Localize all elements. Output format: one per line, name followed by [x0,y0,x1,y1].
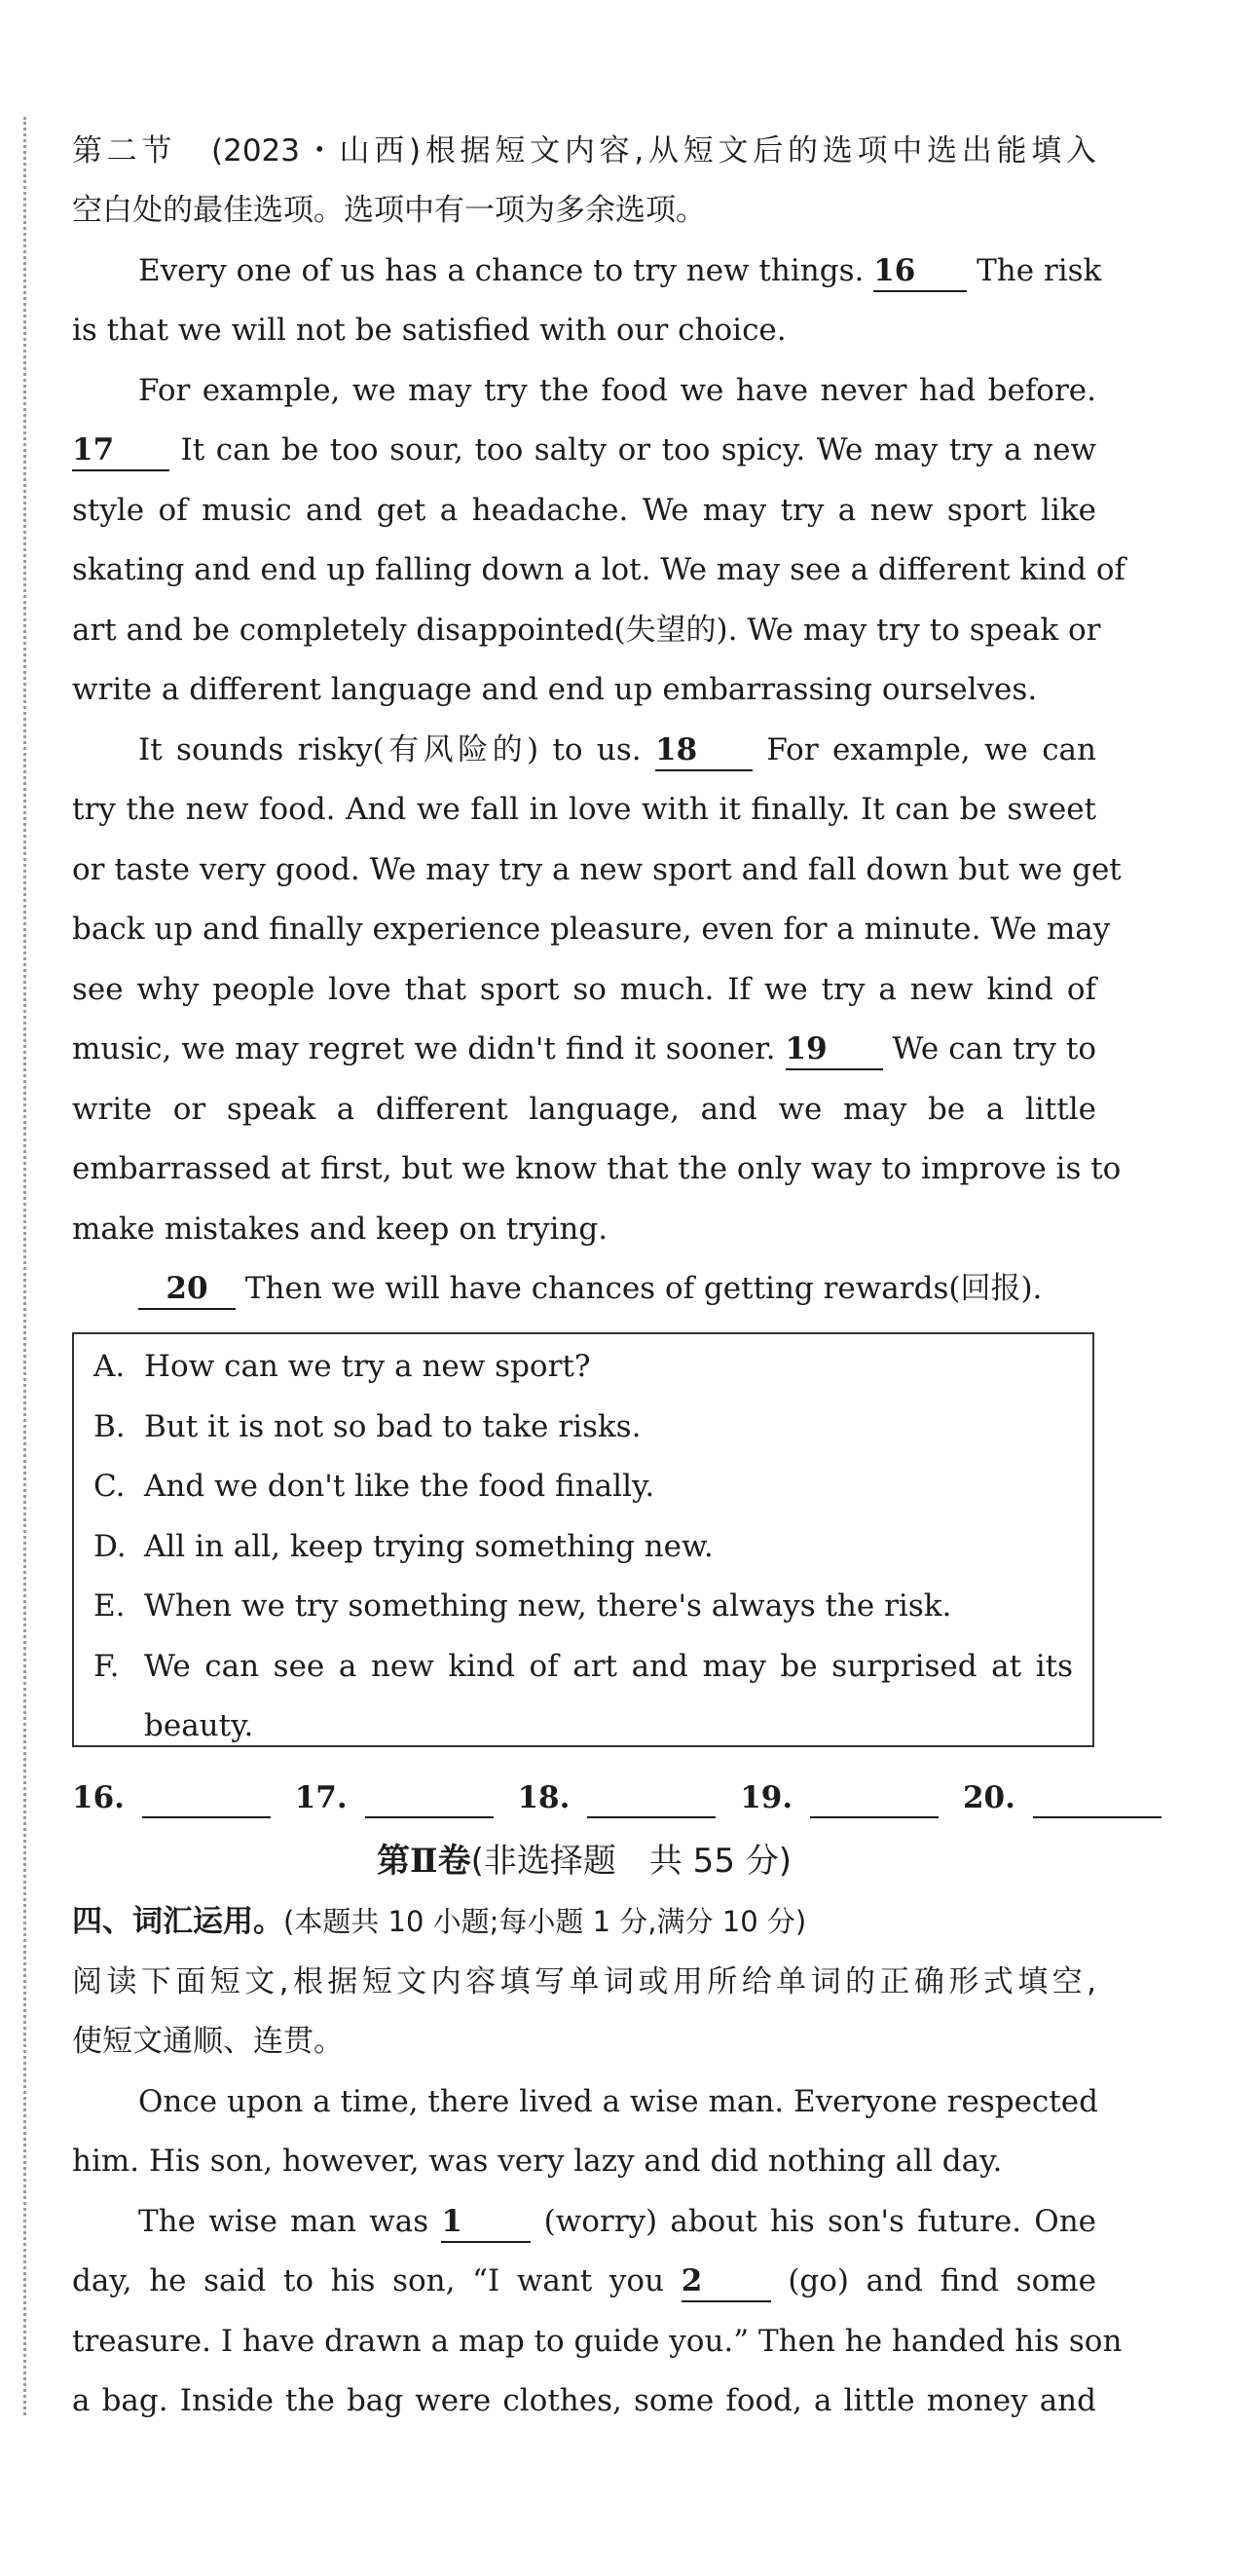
passage1-text: The risk [977,253,1102,288]
section4-heading [72,1891,1096,1952]
section4-instruction-line1: 阅读下面短文,根据短文内容填写单词或用所给单词的正确形式填空, [72,1964,1096,1999]
passage2-line [72,2191,1096,2252]
blank-1[interactable]: 1 [441,2202,531,2243]
passage2-text: The wise man was [138,2204,429,2239]
blank-17[interactable]: 17 [72,430,169,471]
answer-field-20[interactable] [1033,1781,1162,1818]
passage1-text: We can try to [892,1031,1096,1066]
section2-heading-line1: 第二节 (2023・山西)根据短文内容,从短文后的选项中选出能填入 [72,133,1096,168]
passage1-line [72,720,1096,780]
option-letter: C. [93,1469,126,1504]
option-text: And we don't like the food finally. [144,1469,655,1504]
passage1-text: It sounds risky(有风险的) to us. [138,732,642,767]
option-letter: A. [93,1349,126,1384]
answer-label-17: 17. [294,1780,348,1815]
answer-field-19[interactable] [810,1781,939,1818]
option-letter: D. [93,1529,127,1564]
passage1-line [72,1019,1096,1079]
passage1-line: skating and end up falling down a lot. We may see a different kind of [72,552,1125,587]
option-text: But it is not so bad to take risks. [144,1409,642,1444]
section4-instruction-line2: 使短文通顺、连贯。 [72,2024,344,2059]
passage1-text: For example, we can [766,732,1097,767]
blank-19[interactable]: 19 [786,1029,883,1070]
passage2-line: him. His son, however, was very lazy and did nothing all day. [72,2144,1003,2179]
passage2-line: a bag. Inside the bag were clothes, some food, a little money and [72,2383,1096,2418]
option-text: beauty. [144,1708,254,1743]
blank-18[interactable]: 18 [655,730,753,771]
answer-label-18: 18. [517,1780,571,1815]
answer-label-19: 19. [740,1780,793,1815]
passage1-text: Every one of us has a chance to try new things. [138,253,865,288]
blank-20[interactable]: 20 [138,1269,236,1310]
option-letter: B. [93,1409,126,1444]
blank-2[interactable]: 2 [682,2261,771,2302]
passage1-text: It can be too sour, too salty or too spicy. We may try a new [180,432,1096,467]
option-f[interactable] [93,1636,1073,1697]
passage1-text: Then we will have chances of getting rewards(回报). [244,1271,1043,1306]
option-text: How can we try a new sport? [144,1349,591,1384]
answer-field-17[interactable] [365,1781,494,1818]
section4-heading-title: 四、词汇运用。 [72,1904,283,1939]
binding-margin-dotted-line [23,117,26,2415]
passage2-text: (go) and find some [788,2263,1096,2298]
option-text: All in all, keep trying something new. [144,1529,714,1564]
passage1-line: style of music and get a headache. We may try a new sport like [72,493,1096,528]
option-b[interactable] [93,1397,1073,1457]
passage1-line: is that we will not be satisfied with our choice. [72,313,787,348]
options-box [72,1332,1094,1747]
passage1-line [72,420,1096,480]
passage2-line: treasure. I have drawn a map to guide you.” Then he handed his son [72,2324,1123,2359]
passage1-line: or taste very good. We may try a new sport and fall down but we get [72,852,1122,887]
answer-row [72,1769,1096,1827]
option-a[interactable] [93,1336,1073,1397]
passage1-line: For example, we may try the food we have never had before. [138,373,1096,408]
passage1-line: embarrassed at first, but we know that the only way to improve is to [72,1151,1122,1186]
answer-label-20: 20. [962,1780,1015,1815]
passage1-line [72,241,1102,301]
passage1-line: make mistakes and keep on trying. [72,1212,609,1247]
passage1-line: try the new food. And we fall in love with it finally. It can be sweet [72,792,1096,827]
passage2-line: Once upon a time, there lived a wise man. Everyone respected [138,2084,1098,2119]
passage1-line: see why people love that sport so much. If we try a new kind of [72,972,1096,1007]
passage1-line: write or speak a different language, and we may be a little [72,1092,1096,1127]
answer-field-18[interactable] [587,1781,716,1818]
option-d[interactable] [93,1516,1073,1577]
option-text: We can see a new kind of art and may be surprised at its [144,1649,1073,1684]
section4-heading-note: (本题共 10 小题;每小题 1 分,满分 10 分) [283,1905,807,1938]
part2-title [72,1831,1096,1891]
option-letter: E. [93,1588,126,1624]
part2-title-rest: (非选择题 共 55 分) [470,1842,793,1881]
part2-title-bold: 第Ⅱ卷 [376,1842,471,1881]
passage2-text: day, he said to his son, “I want you [72,2263,665,2298]
passage1-line: art and be completely disappointed(失望的). We may try to speak or [72,613,1101,648]
option-text: When we try something new, there's always the risk. [144,1588,952,1624]
passage1-line: write a different language and end up embarrassing ourselves. [72,672,1038,707]
option-f-continuation [93,1696,1073,1756]
option-c[interactable] [93,1456,1073,1516]
passage1-text: music, we may regret we didn't find it sooner. [72,1031,776,1066]
passage1-line: back up and finally experience pleasure, even for a minute. We may [72,912,1111,947]
option-letter: F. [93,1649,120,1684]
blank-16[interactable]: 16 [873,251,967,292]
passage2-line [72,2251,1096,2311]
section2-heading-line2: 空白处的最佳选项。选项中有一项为多余选项。 [72,193,706,228]
passage1-line [72,1258,1096,1319]
answer-field-16[interactable] [142,1781,271,1818]
option-e[interactable] [93,1576,1073,1636]
passage2-text: (worry) about his son's future. One [543,2204,1097,2239]
answer-label-16: 16. [72,1780,125,1815]
